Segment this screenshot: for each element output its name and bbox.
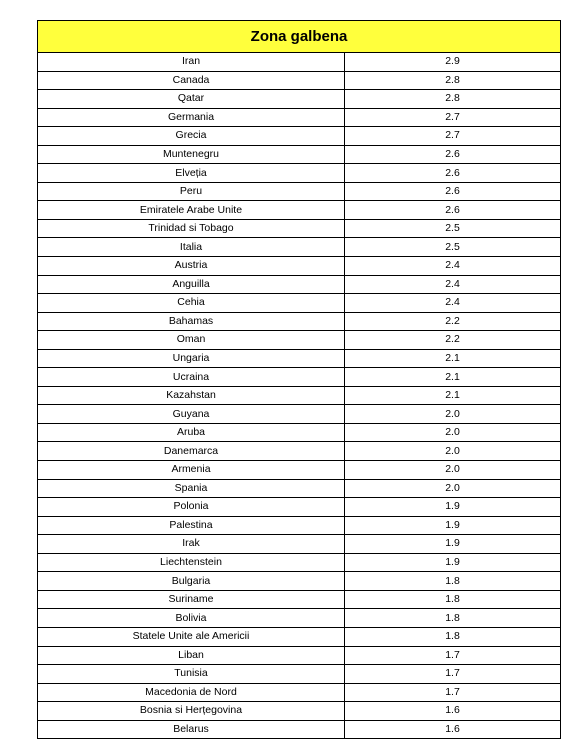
country-cell: Emiratele Arabe Unite — [38, 201, 345, 220]
value-cell: 2.2 — [345, 331, 561, 350]
country-cell: Muntenegru — [38, 145, 345, 164]
value-cell: 2.4 — [345, 275, 561, 294]
table-row — [38, 349, 561, 368]
table-row — [38, 90, 561, 109]
country-cell: Bulgaria — [38, 572, 345, 591]
value-cell: 2.9 — [345, 53, 561, 72]
value-cell: 1.9 — [345, 535, 561, 554]
country-cell: Polonia — [38, 498, 345, 517]
table-row — [38, 164, 561, 183]
table-row — [38, 479, 561, 498]
table-row — [38, 720, 561, 739]
table-row — [38, 553, 561, 572]
value-cell: 2.8 — [345, 90, 561, 109]
value-cell: 2.1 — [345, 368, 561, 387]
table-row — [38, 312, 561, 331]
country-cell: Anguilla — [38, 275, 345, 294]
table-row — [38, 516, 561, 535]
country-cell: Grecia — [38, 127, 345, 146]
value-cell: 2.0 — [345, 423, 561, 442]
value-cell: 2.0 — [345, 461, 561, 480]
table-row — [38, 386, 561, 405]
table-row — [38, 201, 561, 220]
value-cell: 1.9 — [345, 553, 561, 572]
country-cell: Kazahstan — [38, 386, 345, 405]
table-row — [38, 219, 561, 238]
value-cell: 2.0 — [345, 479, 561, 498]
country-cell: Liban — [38, 646, 345, 665]
value-cell: 2.6 — [345, 145, 561, 164]
value-cell: 1.8 — [345, 627, 561, 646]
table-row — [38, 145, 561, 164]
country-cell: Guyana — [38, 405, 345, 424]
country-cell: Iran — [38, 53, 345, 72]
table-row — [38, 609, 561, 628]
country-cell: Canada — [38, 71, 345, 90]
country-cell: Danemarca — [38, 442, 345, 461]
table-row — [38, 53, 561, 72]
country-cell: Austria — [38, 257, 345, 276]
value-cell: 2.5 — [345, 238, 561, 257]
table-row — [38, 423, 561, 442]
value-cell: 1.9 — [345, 498, 561, 517]
table-row — [38, 368, 561, 387]
yellow-zone-table-container — [37, 20, 560, 739]
country-cell: Ucraina — [38, 368, 345, 387]
table-row — [38, 331, 561, 350]
value-cell: 1.7 — [345, 665, 561, 684]
value-cell: 2.0 — [345, 405, 561, 424]
value-cell: 2.6 — [345, 182, 561, 201]
country-cell: Ungaria — [38, 349, 345, 368]
value-cell: 2.8 — [345, 71, 561, 90]
value-cell: 2.6 — [345, 201, 561, 220]
value-cell: 2.4 — [345, 257, 561, 276]
table-row — [38, 127, 561, 146]
country-cell: Elveția — [38, 164, 345, 183]
country-cell: Qatar — [38, 90, 345, 109]
value-cell: 1.7 — [345, 646, 561, 665]
table-body — [38, 53, 561, 739]
country-cell: Tunisia — [38, 665, 345, 684]
table-row — [38, 238, 561, 257]
value-cell: 2.4 — [345, 294, 561, 313]
country-cell: Suriname — [38, 590, 345, 609]
table-row — [38, 405, 561, 424]
country-cell: Cehia — [38, 294, 345, 313]
value-cell: 2.6 — [345, 164, 561, 183]
country-cell: Bolivia — [38, 609, 345, 628]
table-row — [38, 275, 561, 294]
table-row — [38, 683, 561, 702]
table-row — [38, 535, 561, 554]
country-cell: Germania — [38, 108, 345, 127]
value-cell: 2.7 — [345, 108, 561, 127]
table-row — [38, 71, 561, 90]
country-cell: Bahamas — [38, 312, 345, 331]
value-cell: 1.8 — [345, 590, 561, 609]
country-cell: Statele Unite ale Americii — [38, 627, 345, 646]
value-cell: 2.0 — [345, 442, 561, 461]
value-cell: 1.8 — [345, 609, 561, 628]
country-cell: Macedonia de Nord — [38, 683, 345, 702]
table-row — [38, 665, 561, 684]
table-row — [38, 294, 561, 313]
value-cell: 2.7 — [345, 127, 561, 146]
table-title: Zona galbena — [38, 21, 561, 53]
country-cell: Liechtenstein — [38, 553, 345, 572]
country-cell: Italia — [38, 238, 345, 257]
yellow-zone-table — [37, 20, 561, 739]
country-cell: Bosnia si Herțegovina — [38, 702, 345, 721]
country-cell: Palestina — [38, 516, 345, 535]
country-cell: Spania — [38, 479, 345, 498]
table-row — [38, 590, 561, 609]
value-cell: 1.7 — [345, 683, 561, 702]
country-cell: Irak — [38, 535, 345, 554]
table-row — [38, 442, 561, 461]
table-row — [38, 182, 561, 201]
table-header-row — [38, 21, 561, 53]
value-cell: 2.5 — [345, 219, 561, 238]
table-row — [38, 108, 561, 127]
table-row — [38, 572, 561, 591]
value-cell: 1.6 — [345, 702, 561, 721]
country-cell: Belarus — [38, 720, 345, 739]
value-cell: 1.8 — [345, 572, 561, 591]
table-row — [38, 257, 561, 276]
value-cell: 2.1 — [345, 349, 561, 368]
country-cell: Armenia — [38, 461, 345, 480]
country-cell: Peru — [38, 182, 345, 201]
table-row — [38, 461, 561, 480]
value-cell: 1.6 — [345, 720, 561, 739]
country-cell: Aruba — [38, 423, 345, 442]
value-cell: 2.1 — [345, 386, 561, 405]
country-cell: Trinidad si Tobago — [38, 219, 345, 238]
value-cell: 2.2 — [345, 312, 561, 331]
table-row — [38, 498, 561, 517]
value-cell: 1.9 — [345, 516, 561, 535]
table-row — [38, 702, 561, 721]
table-row — [38, 627, 561, 646]
country-cell: Oman — [38, 331, 345, 350]
table-row — [38, 646, 561, 665]
